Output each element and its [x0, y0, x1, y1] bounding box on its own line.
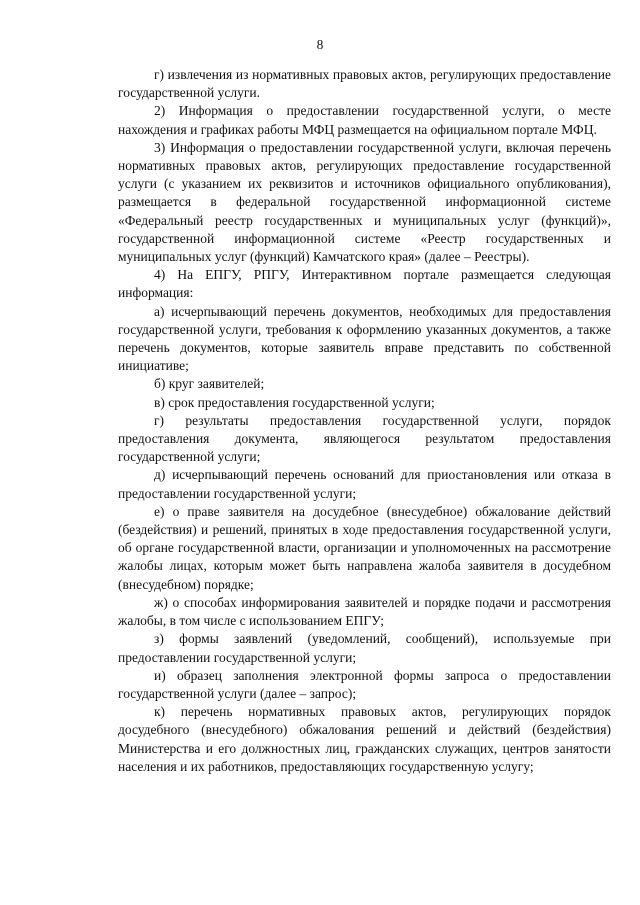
- page-number: 8: [316, 37, 324, 52]
- paragraph-mfc-info: 2) Информация о предоставлении государственной услуги, о месте нахождения и графиках работы МФЦ размещается на официальном портале МФЦ.: [118, 103, 611, 137]
- paragraph-item-i: и) образец заполнения электронной формы запроса о предоставлении государственной услуги (далее – запрос);: [118, 667, 611, 701]
- paragraph-item-z: з) формы заявлений (уведомлений, сообщений), используемые при предоставлении государственной услуги;: [118, 631, 611, 665]
- paragraph-item-k: к) перечень нормативных правовых актов, регулирующих порядок досудебного (внесудебного) обжалования решений и действий (бездействия) Министерства и его должностных лиц, гражданских служащих, центров занятости населения и их работников, предоставляющих государственную услугу;: [118, 704, 611, 774]
- paragraph-item-zh: ж) о способах информирования заявителей и порядке подачи и рассмотрения жалобы, в том числе с использованием ЕПГУ;: [118, 594, 611, 629]
- paragraph-item-a: а) исчерпывающий перечень документов, необходимых для предоставления государственной услуги, требования к оформлению указанных документов, а также перечень документов, которые заявитель вправе представить по собственной инициативе;: [118, 303, 611, 374]
- paragraph-item-d: д) исчерпывающий перечень оснований для приостановления или отказа в предоставлении государственной услуги;: [118, 467, 611, 501]
- paragraph-item-g: г) результаты предоставления государственной услуги, порядок предоставления документа, являющегося результатом предоставления государственной услуги;: [118, 412, 611, 465]
- paragraph-item-v: в) срок предоставления государственной услуги;: [154, 394, 435, 410]
- paragraph-item-b: б) круг заявителей;: [154, 376, 265, 392]
- document-body: [118, 66, 611, 776]
- paragraph-item-e: е) о праве заявителя на досудебное (внесудебное) обжалование действий (бездействия) и решений, принятых в ходе предоставления государственной услуги, об органе государственной власти, организации и уполномоченных на рассмотрение жалобы лицах, которым может быть направлена жалоба заявителя в досудебном (внесудебном) порядке;: [118, 503, 611, 592]
- paragraph-registries: 3) Информация о предоставлении государственной услуги, включая перечень нормативных правовых актов, регулирующих предоставление государственной услуги (с указанием их реквизитов и источников официального опубликования), размещается в федеральной государственной информационной системе «Федеральный реестр государственных и муниципальных услуг (функций)», государственной информационной системе «Реестр государственных и муниципальных услуг (функций) Камчатского края» (далее – Реестры).: [118, 139, 611, 265]
- paragraph-item-g-extracts: г) извлечения из нормативных правовых актов, регулирующих предоставление государственной услуги.: [118, 67, 611, 101]
- paragraph-portal-info: 4) На ЕПГУ, РПГУ, Интерактивном портале размещается следующая информация:: [118, 267, 611, 301]
